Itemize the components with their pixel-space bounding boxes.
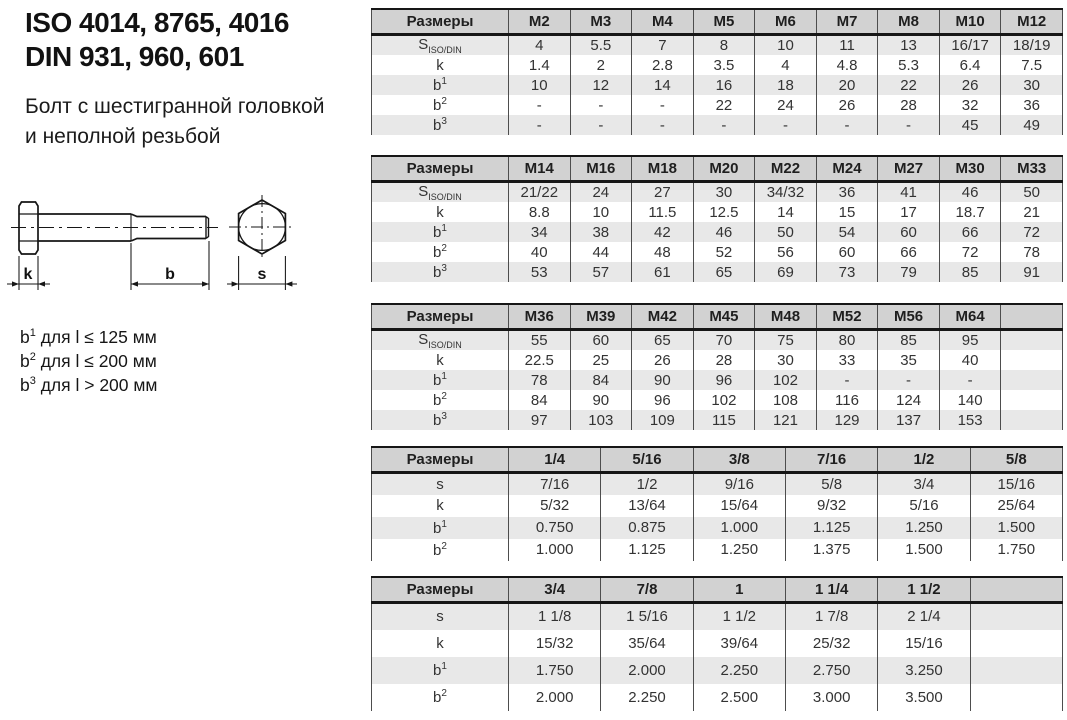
size-column-header: M10 bbox=[939, 9, 1001, 35]
value-cell: 41 bbox=[878, 182, 940, 203]
value-cell: 1.250 bbox=[693, 539, 785, 561]
value-cell bbox=[1001, 410, 1063, 430]
value-cell: 52 bbox=[693, 242, 755, 262]
value-cell: 53 bbox=[509, 262, 571, 282]
size-column-header: 1 1/4 bbox=[785, 577, 877, 603]
value-cell bbox=[1001, 330, 1063, 351]
value-cell: 66 bbox=[878, 242, 940, 262]
value-cell: 10 bbox=[509, 75, 571, 95]
size-column-header: 1 bbox=[693, 577, 785, 603]
table-row bbox=[372, 657, 1063, 684]
header-row bbox=[372, 156, 1063, 182]
value-cell: 34/32 bbox=[755, 182, 817, 203]
row-label: $b^1$ bbox=[372, 517, 509, 539]
value-cell: 3/4 bbox=[878, 473, 970, 495]
value-cell: 2 1/4 bbox=[878, 603, 970, 630]
value-cell: 30 bbox=[693, 182, 755, 203]
value-cell: - bbox=[816, 115, 878, 135]
value-cell: 1.500 bbox=[970, 517, 1062, 539]
header-row bbox=[372, 9, 1063, 35]
dimension-label-b: b bbox=[165, 266, 175, 283]
size-column-header: M56 bbox=[878, 304, 940, 330]
size-column-header: 1/2 bbox=[878, 447, 970, 473]
row-label-header: Размеры bbox=[372, 9, 509, 35]
row-label: k bbox=[372, 55, 509, 75]
value-cell: 121 bbox=[755, 410, 817, 430]
row-label: k bbox=[372, 202, 509, 222]
value-cell: 102 bbox=[693, 390, 755, 410]
table-row bbox=[372, 410, 1063, 430]
value-cell: 75 bbox=[755, 330, 817, 351]
row-label: $b^1$ bbox=[372, 75, 509, 95]
row-label-header: Размеры bbox=[372, 447, 509, 473]
value-cell: 97 bbox=[509, 410, 571, 430]
table-row bbox=[372, 182, 1063, 203]
table-row bbox=[372, 222, 1063, 242]
footnotes-block bbox=[20, 323, 157, 394]
row-label: $b^2$ bbox=[372, 684, 509, 711]
value-cell: 11 bbox=[816, 35, 878, 56]
value-cell: 2.250 bbox=[601, 684, 693, 711]
size-column-header: M5 bbox=[693, 9, 755, 35]
value-cell bbox=[1001, 370, 1063, 390]
table-row bbox=[372, 202, 1063, 222]
value-cell: 15 bbox=[816, 202, 878, 222]
value-cell: 22.5 bbox=[509, 350, 571, 370]
value-cell: 60 bbox=[878, 222, 940, 242]
value-cell: 15/32 bbox=[509, 630, 601, 657]
value-cell: 39/64 bbox=[693, 630, 785, 657]
value-cell: 2 bbox=[570, 55, 632, 75]
size-column-header bbox=[1001, 304, 1063, 330]
table-row bbox=[372, 55, 1063, 75]
value-cell: 4 bbox=[509, 35, 571, 56]
value-cell: - bbox=[816, 370, 878, 390]
value-cell: 12 bbox=[570, 75, 632, 95]
row-label-header: Размеры bbox=[372, 156, 509, 182]
value-cell: 30 bbox=[1001, 75, 1063, 95]
value-cell: 33 bbox=[816, 350, 878, 370]
value-cell: 115 bbox=[693, 410, 755, 430]
value-cell: 1.125 bbox=[601, 539, 693, 561]
row-label-header: Размеры bbox=[372, 304, 509, 330]
value-cell: 1.750 bbox=[970, 539, 1062, 561]
value-cell: 6.4 bbox=[939, 55, 1001, 75]
size-column-header: M12 bbox=[1001, 9, 1063, 35]
value-cell: 1.500 bbox=[878, 539, 970, 561]
value-cell: 36 bbox=[1001, 95, 1063, 115]
value-cell: 2.000 bbox=[509, 684, 601, 711]
size-column-header: 5/16 bbox=[601, 447, 693, 473]
value-cell: 48 bbox=[632, 242, 694, 262]
value-cell: 61 bbox=[632, 262, 694, 282]
value-cell: 90 bbox=[570, 390, 632, 410]
row-label: $S_{ISO/DIN}$ bbox=[372, 35, 509, 56]
size-column-header: M33 bbox=[1001, 156, 1063, 182]
value-cell: - bbox=[632, 95, 694, 115]
value-cell: 69 bbox=[755, 262, 817, 282]
value-cell: 5/32 bbox=[509, 495, 601, 517]
value-cell: 56 bbox=[755, 242, 817, 262]
value-cell: 35/64 bbox=[601, 630, 693, 657]
value-cell: 95 bbox=[939, 330, 1001, 351]
table-row bbox=[372, 390, 1063, 410]
value-cell: 16/17 bbox=[939, 35, 1001, 56]
value-cell: 34 bbox=[509, 222, 571, 242]
row-label: k bbox=[372, 350, 509, 370]
size-column-header: M18 bbox=[632, 156, 694, 182]
value-cell: 44 bbox=[570, 242, 632, 262]
value-cell bbox=[1001, 350, 1063, 370]
standard-iso-title: ISO 4014, 8765, 4016 bbox=[25, 7, 289, 38]
value-cell: 70 bbox=[693, 330, 755, 351]
value-cell: 15/16 bbox=[970, 473, 1062, 495]
value-cell: 1.375 bbox=[785, 539, 877, 561]
size-column-header: M48 bbox=[755, 304, 817, 330]
value-cell: 15/64 bbox=[693, 495, 785, 517]
value-cell: 24 bbox=[570, 182, 632, 203]
size-column-header: 5/8 bbox=[970, 447, 1062, 473]
value-cell: 12.5 bbox=[693, 202, 755, 222]
size-column-header: M42 bbox=[632, 304, 694, 330]
header-row bbox=[372, 447, 1063, 473]
size-column-header bbox=[970, 577, 1062, 603]
value-cell: - bbox=[509, 95, 571, 115]
row-label: $S_{ISO/DIN}$ bbox=[372, 330, 509, 351]
value-cell: 20 bbox=[816, 75, 878, 95]
value-cell: 65 bbox=[693, 262, 755, 282]
value-cell: 80 bbox=[816, 330, 878, 351]
size-column-header: M3 bbox=[570, 9, 632, 35]
value-cell: 153 bbox=[939, 410, 1001, 430]
size-column-header: M39 bbox=[570, 304, 632, 330]
value-cell: 26 bbox=[816, 95, 878, 115]
value-cell: 27 bbox=[632, 182, 694, 203]
title-block bbox=[25, 6, 289, 74]
size-column-header: 1 1/2 bbox=[878, 577, 970, 603]
standard-din-title: DIN 931, 960, 601 bbox=[25, 41, 244, 72]
value-cell bbox=[970, 684, 1062, 711]
imperial-table-quarter-to-fiveeighths bbox=[371, 446, 1063, 561]
size-column-header: M7 bbox=[816, 9, 878, 35]
value-cell bbox=[970, 630, 1062, 657]
value-cell: 60 bbox=[570, 330, 632, 351]
value-cell: 11.5 bbox=[632, 202, 694, 222]
value-cell: 21 bbox=[1001, 202, 1063, 222]
row-label: $b^1$ bbox=[372, 657, 509, 684]
metric-table-m2-m12 bbox=[371, 8, 1063, 135]
size-column-header: M14 bbox=[509, 156, 571, 182]
subtitle-block bbox=[25, 92, 324, 152]
value-cell: 137 bbox=[878, 410, 940, 430]
value-cell: 13/64 bbox=[601, 495, 693, 517]
size-column-header: 7/8 bbox=[601, 577, 693, 603]
value-cell: 1/2 bbox=[601, 473, 693, 495]
row-label: $b^2$ bbox=[372, 390, 509, 410]
table-row bbox=[372, 350, 1063, 370]
value-cell: 109 bbox=[632, 410, 694, 430]
size-column-header: M20 bbox=[693, 156, 755, 182]
value-cell: 2.000 bbox=[601, 657, 693, 684]
value-cell: 9/16 bbox=[693, 473, 785, 495]
value-cell: 25 bbox=[570, 350, 632, 370]
value-cell: 2.750 bbox=[785, 657, 877, 684]
value-cell: 4 bbox=[755, 55, 817, 75]
value-cell: 96 bbox=[632, 390, 694, 410]
value-cell: 7 bbox=[632, 35, 694, 56]
table-row bbox=[372, 495, 1063, 517]
row-label: k bbox=[372, 630, 509, 657]
value-cell: 55 bbox=[509, 330, 571, 351]
size-column-header: M24 bbox=[816, 156, 878, 182]
footnote: $b^2$ для l ≤ 200 мм bbox=[20, 350, 157, 371]
table-row bbox=[372, 539, 1063, 561]
value-cell: 49 bbox=[1001, 115, 1063, 135]
footnote: $b^3$ для l > 200 мм bbox=[20, 374, 158, 395]
row-label-header: Размеры bbox=[372, 577, 509, 603]
value-cell: 32 bbox=[939, 95, 1001, 115]
row-label: $b^1$ bbox=[372, 370, 509, 390]
value-cell: 2.500 bbox=[693, 684, 785, 711]
table-row bbox=[372, 473, 1063, 495]
row-label: $b^3$ bbox=[372, 410, 509, 430]
size-column-header: 3/8 bbox=[693, 447, 785, 473]
size-column-header: M4 bbox=[632, 9, 694, 35]
value-cell: 65 bbox=[632, 330, 694, 351]
row-label: $b^1$ bbox=[372, 222, 509, 242]
value-cell: 1.000 bbox=[693, 517, 785, 539]
value-cell: 45 bbox=[939, 115, 1001, 135]
value-cell: 10 bbox=[755, 35, 817, 56]
value-cell: 26 bbox=[939, 75, 1001, 95]
value-cell: 13 bbox=[878, 35, 940, 56]
value-cell: 1.4 bbox=[509, 55, 571, 75]
value-cell: 14 bbox=[755, 202, 817, 222]
row-label: s bbox=[372, 473, 509, 495]
size-column-header: M6 bbox=[755, 9, 817, 35]
size-column-header: M30 bbox=[939, 156, 1001, 182]
footnote: $b^1$ для l ≤ 125 мм bbox=[20, 326, 157, 347]
size-column-header: M52 bbox=[816, 304, 878, 330]
value-cell: 35 bbox=[878, 350, 940, 370]
product-description-line2: и неполной резьбой bbox=[25, 125, 221, 148]
value-cell: 5.5 bbox=[570, 35, 632, 56]
value-cell: - bbox=[878, 115, 940, 135]
value-cell: 1 1/8 bbox=[509, 603, 601, 630]
value-cell: 15/16 bbox=[878, 630, 970, 657]
value-cell: 30 bbox=[755, 350, 817, 370]
value-cell: 3.500 bbox=[878, 684, 970, 711]
value-cell: 7.5 bbox=[1001, 55, 1063, 75]
value-cell: 73 bbox=[816, 262, 878, 282]
value-cell: - bbox=[570, 95, 632, 115]
table-row bbox=[372, 35, 1063, 56]
value-cell bbox=[970, 603, 1062, 630]
value-cell: 8 bbox=[693, 35, 755, 56]
value-cell: 84 bbox=[509, 390, 571, 410]
value-cell: 96 bbox=[693, 370, 755, 390]
size-column-header: M45 bbox=[693, 304, 755, 330]
size-column-header: M16 bbox=[570, 156, 632, 182]
size-column-header: M2 bbox=[509, 9, 571, 35]
value-cell: - bbox=[939, 370, 1001, 390]
value-cell: 10 bbox=[570, 202, 632, 222]
row-label: $b^2$ bbox=[372, 242, 509, 262]
value-cell: 0.875 bbox=[601, 517, 693, 539]
bolt-technical-drawing bbox=[5, 186, 325, 298]
value-cell: 46 bbox=[939, 182, 1001, 203]
dimension-label-s: s bbox=[257, 266, 267, 283]
table-row bbox=[372, 630, 1063, 657]
table-row bbox=[372, 242, 1063, 262]
value-cell: 5/8 bbox=[785, 473, 877, 495]
value-cell: 57 bbox=[570, 262, 632, 282]
table-row bbox=[372, 517, 1063, 539]
value-cell: 50 bbox=[755, 222, 817, 242]
value-cell: 46 bbox=[693, 222, 755, 242]
table-row bbox=[372, 75, 1063, 95]
value-cell: - bbox=[570, 115, 632, 135]
value-cell: 36 bbox=[816, 182, 878, 203]
value-cell: 140 bbox=[939, 390, 1001, 410]
size-column-header: 7/16 bbox=[785, 447, 877, 473]
value-cell: 14 bbox=[632, 75, 694, 95]
value-cell: 22 bbox=[693, 95, 755, 115]
value-cell: 17 bbox=[878, 202, 940, 222]
header-row bbox=[372, 577, 1063, 603]
table-row bbox=[372, 262, 1063, 282]
value-cell: 40 bbox=[509, 242, 571, 262]
value-cell: 2.250 bbox=[693, 657, 785, 684]
metric-table-m14-m33 bbox=[371, 155, 1063, 282]
value-cell: 129 bbox=[816, 410, 878, 430]
value-cell: 22 bbox=[878, 75, 940, 95]
value-cell: 116 bbox=[816, 390, 878, 410]
value-cell bbox=[1001, 390, 1063, 410]
dimension-label-k: k bbox=[23, 266, 33, 283]
value-cell: 2.8 bbox=[632, 55, 694, 75]
value-cell: 1.000 bbox=[509, 539, 601, 561]
value-cell: 28 bbox=[878, 95, 940, 115]
value-cell: 8.8 bbox=[509, 202, 571, 222]
row-label: $b^2$ bbox=[372, 539, 509, 561]
value-cell: 3.250 bbox=[878, 657, 970, 684]
table-row bbox=[372, 330, 1063, 351]
row-label: s bbox=[372, 603, 509, 630]
value-cell: 60 bbox=[816, 242, 878, 262]
table-row bbox=[372, 115, 1063, 135]
row-label: $b^3$ bbox=[372, 115, 509, 135]
value-cell: 21/22 bbox=[509, 182, 571, 203]
value-cell: 18/19 bbox=[1001, 35, 1063, 56]
value-cell: 24 bbox=[755, 95, 817, 115]
header-row bbox=[372, 304, 1063, 330]
table-row bbox=[372, 603, 1063, 630]
value-cell: 5.3 bbox=[878, 55, 940, 75]
value-cell: 103 bbox=[570, 410, 632, 430]
value-cell: 16 bbox=[693, 75, 755, 95]
value-cell: 7/16 bbox=[509, 473, 601, 495]
value-cell: 85 bbox=[939, 262, 1001, 282]
value-cell: 84 bbox=[570, 370, 632, 390]
value-cell: 1.125 bbox=[785, 517, 877, 539]
row-label: $S_{ISO/DIN}$ bbox=[372, 182, 509, 203]
row-label: $b^2$ bbox=[372, 95, 509, 115]
value-cell: 5/16 bbox=[878, 495, 970, 517]
value-cell: 0.750 bbox=[509, 517, 601, 539]
value-cell: 1.750 bbox=[509, 657, 601, 684]
value-cell: - bbox=[755, 115, 817, 135]
value-cell: 91 bbox=[1001, 262, 1063, 282]
size-column-header: M27 bbox=[878, 156, 940, 182]
value-cell: - bbox=[632, 115, 694, 135]
value-cell: 102 bbox=[755, 370, 817, 390]
value-cell: 79 bbox=[878, 262, 940, 282]
value-cell: 25/64 bbox=[970, 495, 1062, 517]
value-cell: 124 bbox=[878, 390, 940, 410]
value-cell: 9/32 bbox=[785, 495, 877, 517]
value-cell: 3.5 bbox=[693, 55, 755, 75]
value-cell: 4.8 bbox=[816, 55, 878, 75]
table-row bbox=[372, 370, 1063, 390]
size-column-header: 1/4 bbox=[509, 447, 601, 473]
table-row bbox=[372, 95, 1063, 115]
size-column-header: 3/4 bbox=[509, 577, 601, 603]
value-cell bbox=[970, 657, 1062, 684]
value-cell: 66 bbox=[939, 222, 1001, 242]
value-cell: 90 bbox=[632, 370, 694, 390]
value-cell: 18.7 bbox=[939, 202, 1001, 222]
value-cell: 1 5/16 bbox=[601, 603, 693, 630]
value-cell: 78 bbox=[1001, 242, 1063, 262]
value-cell: 78 bbox=[509, 370, 571, 390]
value-cell: 1 1/2 bbox=[693, 603, 785, 630]
value-cell: 28 bbox=[693, 350, 755, 370]
value-cell: 3.000 bbox=[785, 684, 877, 711]
imperial-table-threequarters-to-oneandhalf bbox=[371, 576, 1063, 711]
value-cell: 26 bbox=[632, 350, 694, 370]
size-column-header: M36 bbox=[509, 304, 571, 330]
value-cell: 54 bbox=[816, 222, 878, 242]
table-row bbox=[372, 684, 1063, 711]
size-column-header: M22 bbox=[755, 156, 817, 182]
row-label: k bbox=[372, 495, 509, 517]
value-cell: 18 bbox=[755, 75, 817, 95]
row-label: $b^3$ bbox=[372, 262, 509, 282]
value-cell: 25/32 bbox=[785, 630, 877, 657]
metric-table-m36-m64 bbox=[371, 303, 1063, 430]
value-cell: 42 bbox=[632, 222, 694, 242]
value-cell: - bbox=[878, 370, 940, 390]
value-cell: 38 bbox=[570, 222, 632, 242]
size-column-header: M8 bbox=[878, 9, 940, 35]
value-cell: 108 bbox=[755, 390, 817, 410]
value-cell: - bbox=[509, 115, 571, 135]
value-cell: 1 7/8 bbox=[785, 603, 877, 630]
value-cell: 50 bbox=[1001, 182, 1063, 203]
value-cell: - bbox=[693, 115, 755, 135]
value-cell: 72 bbox=[1001, 222, 1063, 242]
product-description-line1: Болт с шестигранной головкой bbox=[25, 95, 325, 118]
value-cell: 40 bbox=[939, 350, 1001, 370]
value-cell: 85 bbox=[878, 330, 940, 351]
size-column-header: M64 bbox=[939, 304, 1001, 330]
value-cell: 1.250 bbox=[878, 517, 970, 539]
value-cell: 72 bbox=[939, 242, 1001, 262]
